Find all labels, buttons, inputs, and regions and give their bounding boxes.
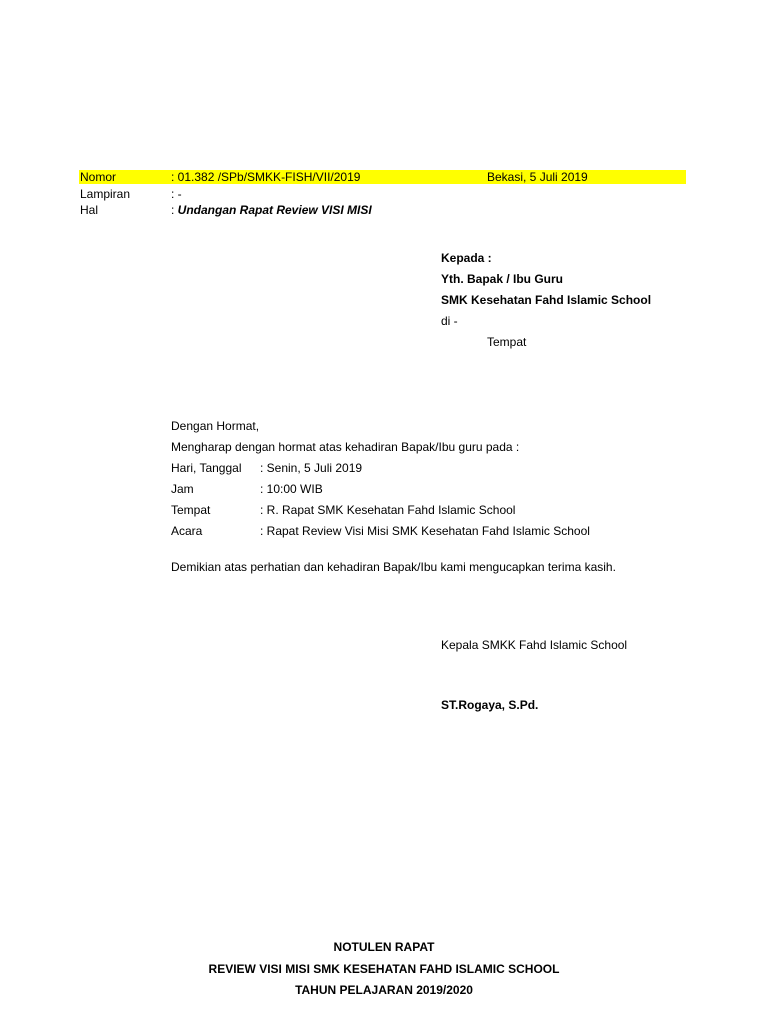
detail-value-acara: : Rapat Review Visi Misi SMK Kesehatan Fahd Islamic School	[260, 524, 590, 538]
recipient-di: di -	[441, 314, 458, 328]
lampiran-label: Lampiran	[80, 187, 131, 201]
recipient-kepada: Kepada :	[441, 251, 492, 265]
recipient-school: SMK Kesehatan Fahd Islamic School	[441, 293, 652, 307]
detail-value-tempat: : R. Rapat SMK Kesehatan Fahd Islamic School	[260, 503, 516, 517]
signature-title: Kepala SMKK Fahd Islamic School	[441, 638, 628, 652]
greeting: Dengan Hormat,	[171, 419, 260, 433]
intro-text: Mengharap dengan hormat atas kehadiran Bapak/Ibu guru pada :	[171, 440, 520, 454]
nomor-label: Nomor	[80, 170, 117, 184]
hal-colon: :	[171, 203, 178, 217]
recipient-yth: Yth. Bapak / Ibu Guru	[441, 272, 564, 286]
nomor-value: : 01.382 /SPb/SMKK-FISH/VII/2019	[171, 170, 361, 184]
notulen-title: NOTULEN RAPAT	[333, 940, 435, 954]
signature-name: ST.Rogaya, S.Pd.	[441, 698, 539, 712]
place-date: Bekasi, 5 Juli 2019	[487, 170, 588, 184]
detail-label-jam: Jam	[171, 482, 194, 496]
recipient-tempat: Tempat	[487, 335, 527, 349]
notulen-subtitle: REVIEW VISI MISI SMK KESEHATAN FAHD ISLAMIC SCHOOL	[208, 962, 560, 976]
detail-label-acara: Acara	[171, 524, 203, 538]
hal-subject: Undangan Rapat Review VISI MISI	[177, 203, 372, 217]
detail-label-tempat: Tempat	[171, 503, 211, 517]
lampiran-value: : -	[171, 187, 182, 201]
detail-value-hari: : Senin, 5 Juli 2019	[260, 461, 363, 475]
detail-label-hari: Hari, Tanggal	[171, 461, 242, 475]
detail-value-jam: : 10:00 WIB	[260, 482, 323, 496]
hal-line	[171, 203, 372, 217]
notulen-year: TAHUN PELAJARAN 2019/2020	[295, 983, 473, 997]
hal-label: Hal	[80, 203, 99, 217]
closing-text: Demikian atas perhatian dan kehadiran Bapak/Ibu kami mengucapkan terima kasih.	[171, 560, 616, 574]
